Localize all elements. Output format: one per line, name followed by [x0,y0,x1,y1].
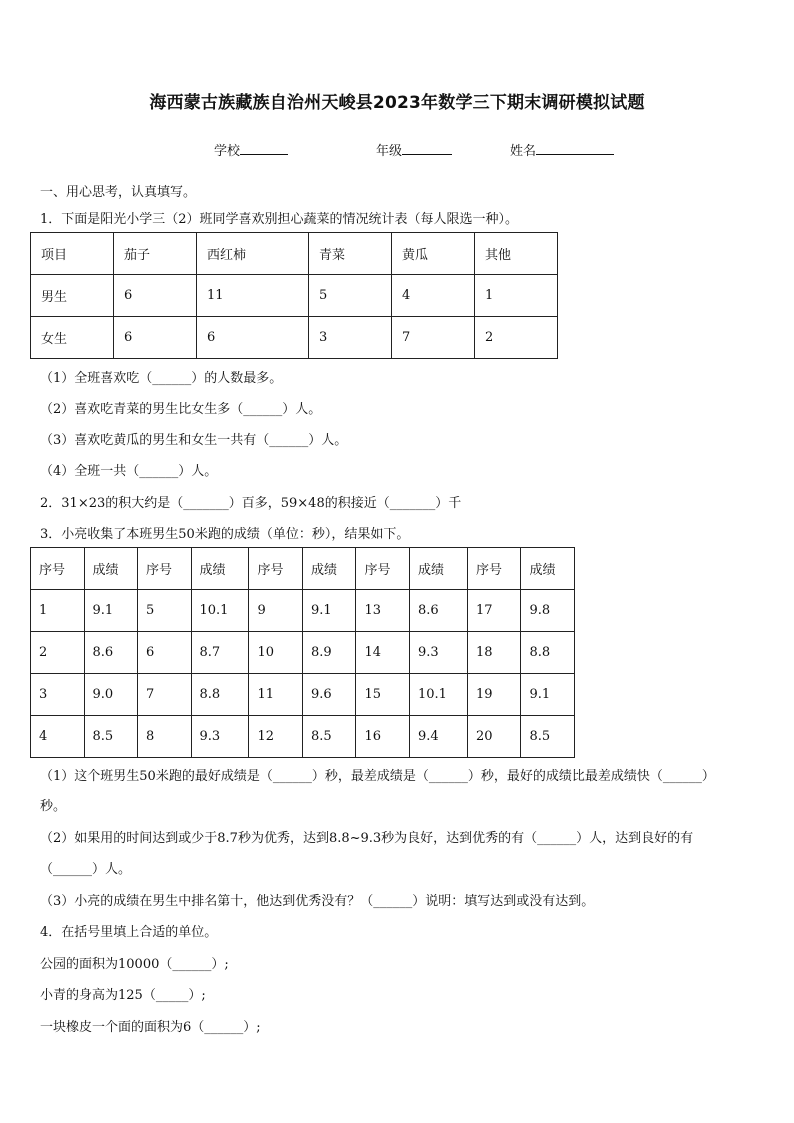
table-header-cell: 黄瓜 [392,233,475,275]
name-blank [536,140,614,155]
question-3-sub-2: （2）如果用的时间达到或少于8.7秒为优秀，达到8.8~9.3秒为良好，达到优秀的有（______）人，达到良好的有 [40,831,694,846]
school-field [214,140,288,159]
vegetable-table [30,232,558,359]
table-cell: 4 [392,275,475,317]
grade-field [376,140,452,159]
question-1-sub-3: （3）喜欢吃黄瓜的男生和女生一共有（______）人。 [40,433,348,448]
table-row [31,716,575,758]
table-header-cell: 成绩 [84,548,138,590]
table-cell: 8.8 [191,674,249,716]
table-cell: 9.1 [302,590,356,632]
table-cell: 8.7 [191,632,249,674]
table-cell: 9 [249,590,303,632]
question-2: 2．31×23的积大约是（_______）百多，59×48的积接近（_______）千 [40,496,462,511]
grade-blank [402,140,452,155]
table-cell: 3 [309,317,392,359]
table-header-cell: 序号 [31,548,85,590]
school-blank [240,140,288,155]
table-cell: 2 [31,632,85,674]
table-cell: 3 [31,674,85,716]
table-cell: 6 [113,275,196,317]
table-cell: 9.6 [302,674,356,716]
question-4-line-1: 公园的面积为10000（______）; [40,957,229,972]
school-label: 学校 [214,144,241,159]
table-header-cell: 成绩 [521,548,575,590]
table-cell: 6 [113,317,196,359]
table-header-cell: 青菜 [309,233,392,275]
table-header-cell: 项目 [31,233,114,275]
table-cell: 11 [196,275,308,317]
table-cell: 8.5 [302,716,356,758]
question-4-line-2: 小青的身高为125（_____）; [40,988,206,1003]
table-header-cell: 序号 [138,548,192,590]
table-cell: 9.0 [84,674,138,716]
table-cell: 9.1 [521,674,575,716]
question-3-sub-3: （3）小亮的成绩在男生中排名第十，他达到优秀没有？（______）说明：填写达到或没有达到。 [40,894,595,909]
question-3-sub-2-cont: （______）人。 [40,862,132,877]
table-header-cell: 其他 [474,233,557,275]
table-cell: 17 [467,590,521,632]
table-cell: 5 [138,590,192,632]
table-cell: 2 [474,317,557,359]
table-cell: 13 [356,590,410,632]
question-4-line-3: 一块橡皮一个面的面积为6（______）; [40,1020,261,1035]
question-1-sub-4: （4）全班一共（______）人。 [40,464,218,479]
question-3-sub-1: （1）这个班男生50米跑的最好成绩是（______）秒，最差成绩是（______）秒，最好的成绩比最差成绩快（______） [40,769,715,784]
question-3-sub-1-cont: 秒。 [40,799,67,814]
table-cell: 10.1 [191,590,249,632]
table-cell: 5 [309,275,392,317]
table-header-cell: 成绩 [302,548,356,590]
table-cell: 9.3 [409,632,467,674]
table-cell: 19 [467,674,521,716]
name-field [510,140,614,159]
table-cell: 9.4 [409,716,467,758]
question-3-stem: 3．小亮收集了本班男生50米跑的成绩（单位：秒），结果如下。 [40,527,410,542]
table-cell: 4 [31,716,85,758]
table-header-cell: 序号 [467,548,521,590]
table-header-row [31,233,558,275]
section-heading: 一、用心思考，认真填写。 [40,185,197,200]
table-cell: 男生 [31,275,114,317]
table-cell: 8.9 [302,632,356,674]
table-cell: 1 [474,275,557,317]
table-row [31,275,558,317]
table-cell: 18 [467,632,521,674]
table-header-cell: 成绩 [409,548,467,590]
name-label: 姓名 [510,144,537,159]
table-cell: 10 [249,632,303,674]
table-cell: 15 [356,674,410,716]
table-header-cell: 序号 [356,548,410,590]
grade-label: 年级 [376,144,403,159]
table-header-row [31,548,575,590]
table-cell: 12 [249,716,303,758]
table-cell: 1 [31,590,85,632]
table-cell: 16 [356,716,410,758]
table-row [31,674,575,716]
table-cell: 8.5 [521,716,575,758]
table-cell: 6 [196,317,308,359]
table-header-cell: 西红柿 [196,233,308,275]
table-cell: 10.1 [409,674,467,716]
table-cell: 14 [356,632,410,674]
table-cell: 7 [138,674,192,716]
table-cell: 11 [249,674,303,716]
table-cell: 8.5 [84,716,138,758]
question-1-sub-2: （2）喜欢吃青菜的男生比女生多（______）人。 [40,402,322,417]
question-4-stem: 4．在括号里填上合适的单位。 [40,925,218,940]
table-cell: 8.6 [409,590,467,632]
table-cell: 9.1 [84,590,138,632]
table-cell: 8 [138,716,192,758]
table-cell: 9.8 [521,590,575,632]
table-cell: 女生 [31,317,114,359]
table-header-cell: 茄子 [113,233,196,275]
table-cell: 20 [467,716,521,758]
question-1-stem: 1．下面是阳光小学三（2）班同学喜欢别担心蔬菜的情况统计表（每人限选一种）。 [40,212,519,227]
table-row [31,317,558,359]
page-title: 海西蒙古族藏族自治州天峻县2023年数学三下期末调研模拟试题 [149,93,645,113]
table-cell: 9.3 [191,716,249,758]
table-cell: 8.8 [521,632,575,674]
table-row [31,632,575,674]
table-cell: 6 [138,632,192,674]
table-header-cell: 成绩 [191,548,249,590]
table-cell: 8.6 [84,632,138,674]
table-row [31,590,575,632]
running-score-table [30,547,575,758]
table-header-cell: 序号 [249,548,303,590]
table-cell: 7 [392,317,475,359]
question-1-sub-1: （1）全班喜欢吃（______）的人数最多。 [40,371,283,386]
